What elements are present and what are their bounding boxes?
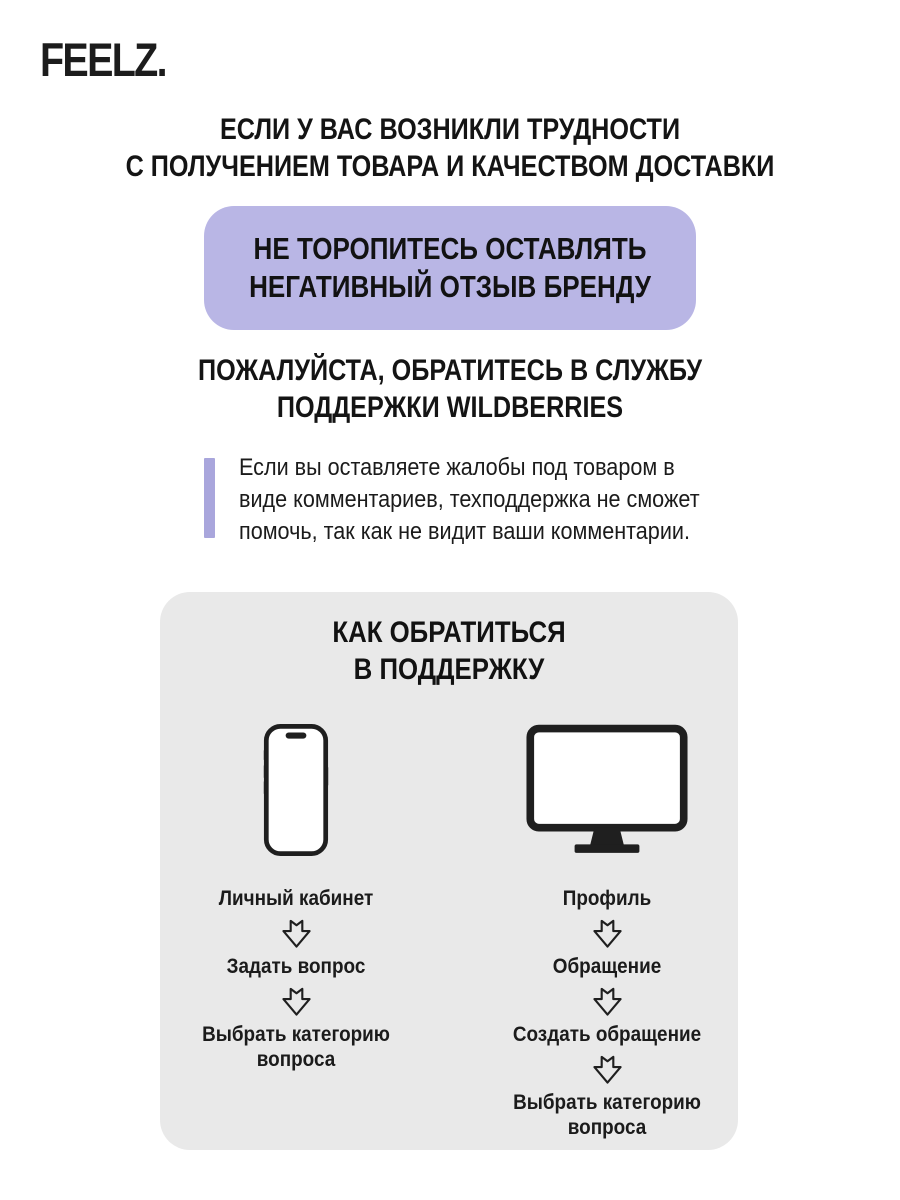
intro-heading <box>0 111 900 185</box>
down-arrow-icon <box>280 986 313 1017</box>
note-accent-bar <box>204 458 215 538</box>
card-title-line2: В ПОДДЕРЖКУ <box>353 653 545 686</box>
step-label: Задать вопрос <box>226 955 366 978</box>
support-heading-line2: ПОДДЕРЖКИ WILDBERRIES <box>276 391 624 424</box>
card-title <box>160 592 738 688</box>
desktop-monitor-icon <box>526 707 688 872</box>
smartphone-icon <box>263 707 329 872</box>
card-title-line1: КАК ОБРАТИТЬСЯ <box>332 616 566 649</box>
down-arrow-icon <box>280 918 313 949</box>
step-label: Выбрать категорию вопроса <box>202 1023 390 1071</box>
highlight-line2: НЕГАТИВНЫЙ ОТЗЫВ БРЕНДУ <box>249 269 651 304</box>
highlight-line1: НЕ ТОРОПИТЕСЬ ОСТАВЛЯТЬ <box>253 231 647 266</box>
support-heading <box>0 352 900 426</box>
step-label: Профиль <box>562 887 652 910</box>
steps-list-desktop <box>482 886 732 1140</box>
steps-list-mobile <box>171 886 421 1072</box>
support-column-mobile <box>156 707 436 1072</box>
how-to-card <box>160 592 738 1150</box>
intro-heading-line2: С ПОЛУЧЕНИЕМ ТОВАРА И КАЧЕСТВОМ ДОСТАВКИ <box>125 150 775 183</box>
step-label: Обращение <box>552 955 662 978</box>
note-text: Если вы оставляете жалобы под товаром в виде комментариев, техподдержка не сможет помочь, так как не видит ваши комментарии. <box>239 454 700 545</box>
support-heading-line1: ПОЖАЛУЙСТА, ОБРАТИТЕСЬ В СЛУЖБУ <box>197 354 703 387</box>
down-arrow-icon <box>591 1054 624 1085</box>
step-label: Создать обращение <box>512 1023 702 1046</box>
down-arrow-icon <box>591 918 624 949</box>
highlight-banner <box>204 206 696 330</box>
down-arrow-icon <box>591 986 624 1017</box>
intro-heading-line1: ЕСЛИ У ВАС ВОЗНИКЛИ ТРУДНОСТИ <box>219 113 681 146</box>
step-label: Выбрать категорию вопроса <box>513 1091 701 1139</box>
step-label: Личный кабинет <box>218 887 374 910</box>
brand-logo: FEELZ. <box>40 33 166 86</box>
support-column-desktop <box>467 707 747 1140</box>
note-block <box>204 452 771 548</box>
